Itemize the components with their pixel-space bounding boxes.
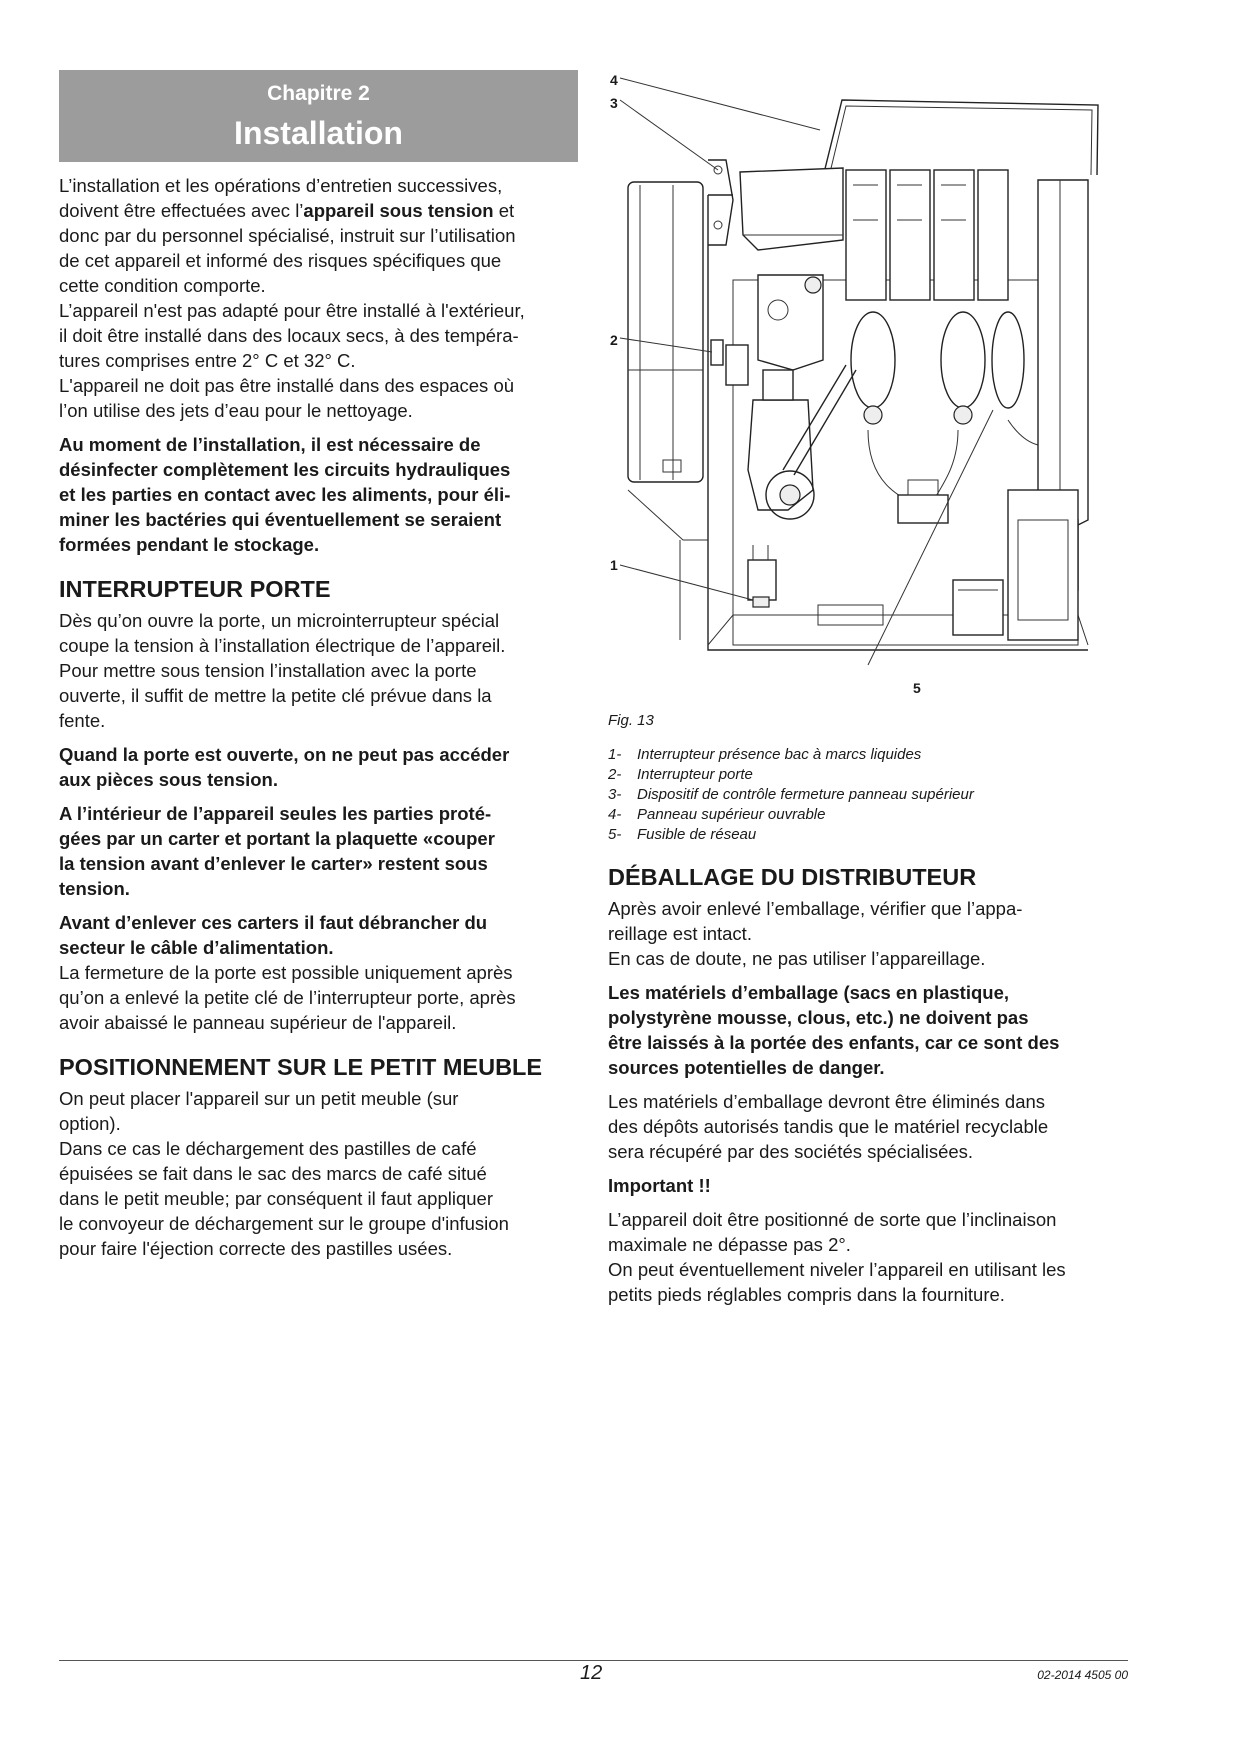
figure-legend bbox=[608, 745, 1128, 845]
section-title-interrupteur: INTERRUPTEUR PORTE bbox=[59, 576, 331, 602]
text-line: Les matériels d’emballage (sacs en plastique, bbox=[608, 982, 1010, 1003]
section-title-positionnement: POSITIONNEMENT SUR LE PETIT MEUBLE bbox=[59, 1054, 543, 1080]
callout-4: 4 bbox=[610, 72, 618, 88]
right-column bbox=[608, 70, 1128, 1307]
left-column bbox=[59, 70, 579, 1261]
text-line: L’appareil doit être positionné de sorte que l’inclinaison bbox=[608, 1209, 1057, 1230]
callout-1: 1 bbox=[610, 557, 618, 573]
warning-line: et les parties en contact avec les aliments, pour éli- bbox=[59, 484, 511, 505]
text-line: épuisées se fait dans le sac des marcs de café situé bbox=[59, 1163, 487, 1184]
text-line: fente. bbox=[59, 710, 106, 731]
warning-line: Au moment de l’installation, il est nécessaire de bbox=[59, 434, 481, 455]
footer-rule bbox=[59, 1660, 1128, 1661]
figure-caption: Fig. 13 bbox=[608, 712, 654, 729]
intro-line: donc par du personnel spécialisé, instruit sur l’utilisation bbox=[59, 225, 516, 246]
text-line: la tension avant d’enlever le carter» restent sous bbox=[59, 853, 488, 874]
section-positionnement-p bbox=[59, 1086, 579, 1261]
intro-line: L’installation et les opérations d’entretien successives, bbox=[59, 175, 503, 196]
text-line: dans le petit meuble; par conséquent il faut appliquer bbox=[59, 1188, 494, 1209]
text-line: La fermeture de la porte est possible uniquement après bbox=[59, 962, 513, 983]
text-line: Dès qu’on ouvre la porte, un microinterrupteur spécial bbox=[59, 610, 500, 631]
text-line: Avant d’enlever ces carters il faut débrancher du bbox=[59, 912, 488, 933]
intro-line: de cet appareil et informé des risques spécifiques que bbox=[59, 250, 502, 271]
intro-line: L’appareil n'est pas adapté pour être installé à l'extérieur, bbox=[59, 300, 525, 321]
text-line: coupe la tension à l’installation électrique de l’appareil. bbox=[59, 635, 506, 656]
text-line: Dans ce cas le déchargement des pastilles de café bbox=[59, 1138, 477, 1159]
chapter-label: Chapitre 2 bbox=[267, 82, 370, 105]
section-title-deballage: DÉBALLAGE DU DISTRIBUTEUR bbox=[608, 864, 977, 890]
callout-2: 2 bbox=[610, 332, 618, 348]
text-line: le convoyeur de déchargement sur le groupe d'infusion bbox=[59, 1213, 509, 1234]
text-line: A l’intérieur de l’appareil seules les parties proté- bbox=[59, 803, 492, 824]
intro-line: doivent être effectuées avec l’appareil sous tension et bbox=[59, 200, 515, 221]
intro-line: L'appareil ne doit pas être installé dans des espaces où bbox=[59, 375, 515, 396]
canister-group bbox=[846, 170, 1008, 300]
section-interrupteur-b1 bbox=[59, 742, 579, 792]
text-line: des dépôts autorisés tandis que le matériel recyclable bbox=[608, 1116, 1049, 1137]
section-deballage-p1 bbox=[608, 896, 1128, 971]
text-line: Pour mettre sous tension l’installation avec la porte bbox=[59, 660, 477, 681]
text-line: polystyrène mousse, clous, etc.) ne doivent pas bbox=[608, 1007, 1029, 1028]
text-line: Après avoir enlevé l’emballage, vérifier que l’appa- bbox=[608, 898, 1023, 919]
section-interrupteur-p1 bbox=[59, 608, 579, 733]
callout-5: 5 bbox=[913, 680, 921, 696]
text-line: option). bbox=[59, 1113, 121, 1134]
text-line: maximale ne dépasse pas 2°. bbox=[608, 1234, 851, 1255]
text-line: Les matériels d’emballage devront être éliminés dans bbox=[608, 1091, 1046, 1112]
text-line: ouverte, il suffit de mettre la petite clé prévue dans la bbox=[59, 685, 492, 706]
text-line: On peut éventuellement niveler l’appareil en utilisant les bbox=[608, 1259, 1066, 1280]
legend-item: 2- Interrupteur porte bbox=[608, 766, 753, 783]
legend-item: 5- Fusible de réseau bbox=[608, 826, 757, 843]
warning-line: miner les bactéries qui éventuellement se seraient bbox=[59, 509, 502, 530]
section-deballage-p2 bbox=[608, 1089, 1128, 1164]
intro-emphasis: appareil sous tension bbox=[303, 200, 494, 221]
intro-line: l’on utilise des jets d’eau pour le nettoyage. bbox=[59, 400, 413, 421]
intro-text bbox=[59, 173, 579, 423]
text-line: avoir abaissé le panneau supérieur de l'appareil. bbox=[59, 1012, 457, 1033]
legend-item: 1- Interrupteur présence bac à marcs liquides bbox=[608, 746, 922, 763]
section-deballage-p3 bbox=[608, 1207, 1128, 1307]
text-line: qu’on a enlevé la petite clé de l’interrupteur porte, après bbox=[59, 987, 516, 1008]
warning-text bbox=[59, 432, 579, 557]
page-number: 12 bbox=[580, 1662, 603, 1684]
warning-line: formées pendant le stockage. bbox=[59, 534, 320, 555]
text-line: reillage est intact. bbox=[608, 923, 752, 944]
text-line: tension. bbox=[59, 878, 130, 899]
machine-interior-drawing bbox=[608, 70, 1128, 710]
chapter-title: Installation bbox=[234, 115, 403, 151]
machine-figure bbox=[608, 70, 1128, 710]
text-line: En cas de doute, ne pas utiliser l’appareillage. bbox=[608, 948, 986, 969]
text-line: être laissés à la portée des enfants, car ce sont des bbox=[608, 1032, 1060, 1053]
text-line: secteur le câble d’alimentation. bbox=[59, 937, 334, 958]
intro-line: cette condition comporte. bbox=[59, 275, 266, 296]
text-line: pour faire l'éjection correcte des pastilles usées. bbox=[59, 1238, 453, 1259]
text-line: gées par un carter et portant la plaquette «couper bbox=[59, 828, 495, 849]
document-code: 02-2014 4505 00 bbox=[1037, 1668, 1128, 1682]
legend-item: 3- Dispositif de contrôle fermeture panneau supérieur bbox=[608, 786, 974, 803]
text-line: On peut placer l'appareil sur un petit meuble (sur bbox=[59, 1088, 459, 1109]
section-interrupteur-p2 bbox=[59, 960, 579, 1035]
important-label: Important !! bbox=[608, 1175, 711, 1196]
section-interrupteur-b3 bbox=[59, 910, 579, 960]
legend-item: 4- Panneau supérieur ouvrable bbox=[608, 806, 826, 823]
callout-3: 3 bbox=[610, 95, 618, 111]
section-deballage-b1 bbox=[608, 980, 1128, 1080]
chapter-banner bbox=[59, 70, 578, 162]
intro-line: tures comprises entre 2° C et 32° C. bbox=[59, 350, 356, 371]
text-line: sources potentielles de danger. bbox=[608, 1057, 885, 1078]
intro-line: il doit être installé dans des locaux secs, à des tempéra- bbox=[59, 325, 519, 346]
text-line: aux pièces sous tension. bbox=[59, 769, 278, 790]
text-line: petits pieds réglables compris dans la fourniture. bbox=[608, 1284, 1005, 1305]
warning-line: désinfecter complètement les circuits hydrauliques bbox=[59, 459, 511, 480]
text-line: sera récupéré par des sociétés spécialisées. bbox=[608, 1141, 974, 1162]
section-interrupteur-b2 bbox=[59, 801, 579, 901]
text-line: Quand la porte est ouverte, on ne peut pas accéder bbox=[59, 744, 510, 765]
